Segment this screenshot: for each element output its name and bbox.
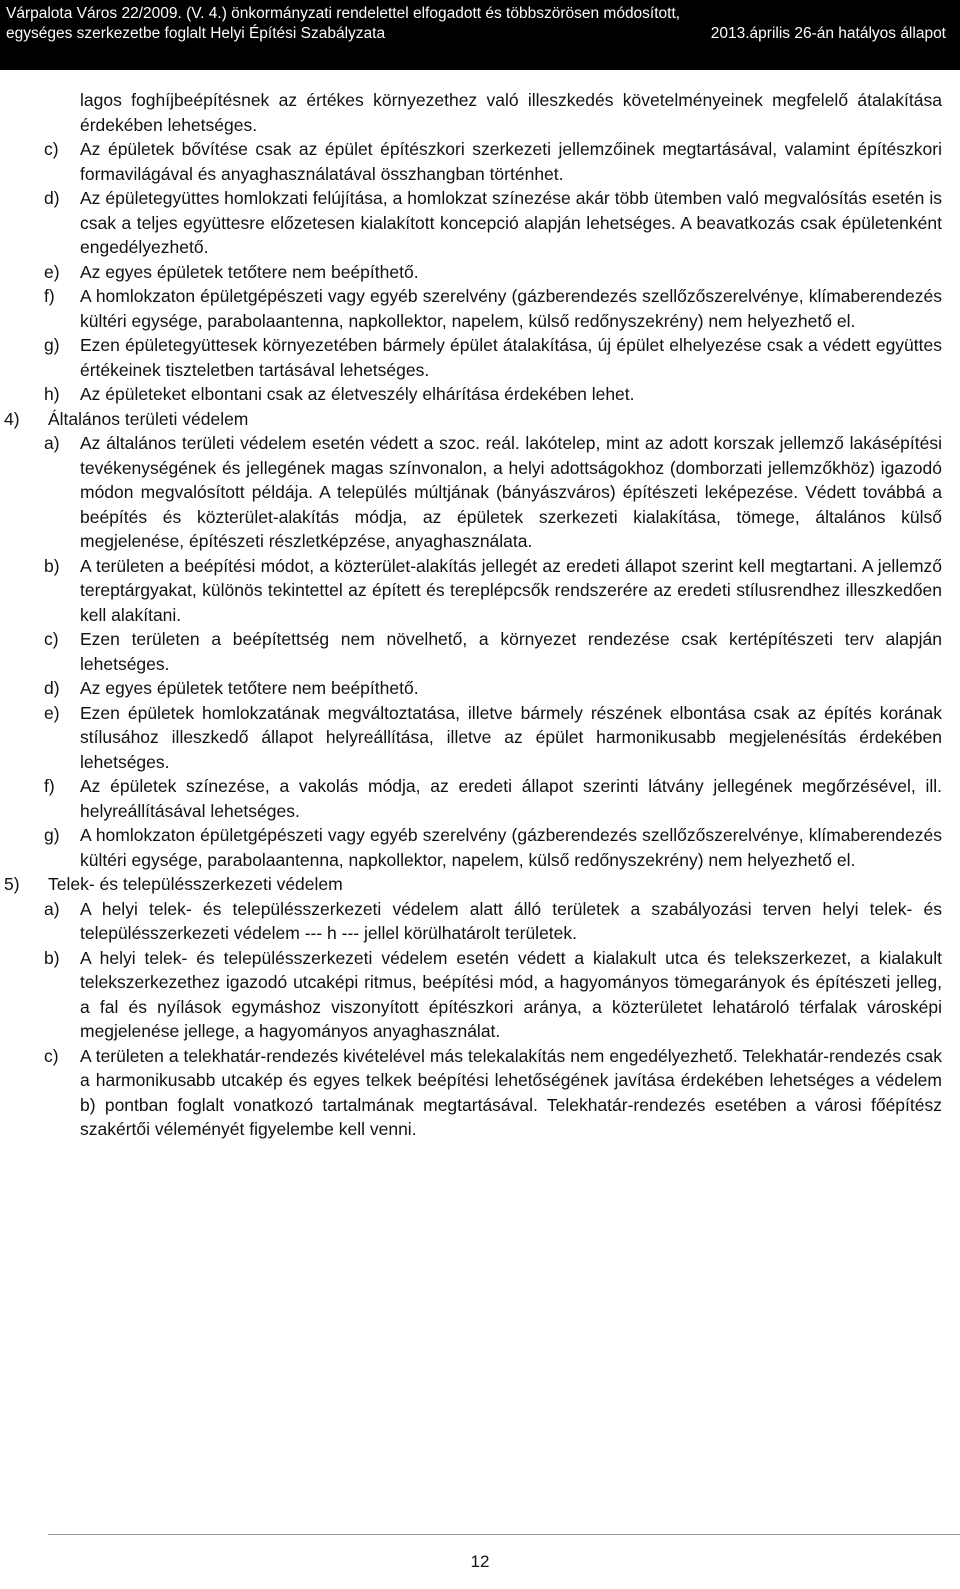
intro-paragraph: lagos foghíjbeépítésnek az értékes környezethez való illeszkedés követelményeinek megfelelő átalakítása érdekében lehetséges. xyxy=(80,90,942,135)
item-marker: g) xyxy=(44,825,60,845)
list-item xyxy=(44,946,942,1044)
item-marker: a) xyxy=(44,898,60,919)
item-text: Az épületegyüttes homlokzati felújítása, a homlokzat színezése akár több ütemben való megvalósítás esetén is csak a teljes együttesre előzetesen kialakított koncepció alapján lehetséges. A beavatkozás csak épületenként engedélyezhető. xyxy=(80,188,942,257)
item-marker: d) xyxy=(44,678,60,698)
list-item xyxy=(44,701,942,775)
list-item xyxy=(44,823,942,872)
item-marker: e) xyxy=(44,702,60,723)
item-marker: h) xyxy=(44,384,60,404)
item-marker: e) xyxy=(44,261,60,282)
page-number: 12 xyxy=(470,1552,490,1571)
item-marker: f) xyxy=(44,776,55,796)
section-heading xyxy=(4,872,942,897)
list-item xyxy=(44,333,942,382)
section-title: Általános területi védelem xyxy=(48,408,249,429)
item-text: A helyi telek- és településszerkezeti védelem esetén védett a kialakult utca és telekszerkezet, a kialakult telekszerkezethez igazodó utcaképi ritmus, beépítési mód, a hagyományos tömegarányok és építészeti jelleg, a fal és nyílások egymáshoz viszonyított építészkori aránya, a közterületet lehatároló térfalak városképi megjelenése jellege, a hagyományos anyaghasználat. xyxy=(80,947,942,1041)
item-text: A helyi telek- és településszerkezeti védelem alatt álló területek a szabályozási terven helyi telek- és településszerkezeti védelem --- h --- jellel körülhatárolt területek. xyxy=(80,898,942,943)
item-text: Az egyes épületek tetőtere nem beépíthető. xyxy=(80,261,419,282)
item-text: A homlokzaton épületgépészeti vagy egyéb szerelvény (gázberendezés szellőzőszerelvénye, klímaberendezés kültéri egysége, parabolaantenna, napkollektor, napelem, külső redőnyszekrény) nem helyezhető el. xyxy=(80,286,942,331)
list-item xyxy=(44,382,942,407)
item-text: Ezen épületek homlokzatának megváltoztatása, illetve bármely részének elbontása csak az építés korának stílusához illeszkedő állapot helyreállítása, illetve az épület harmonikusabb megjelenésítás érdekében lehetséges. xyxy=(80,702,942,772)
section-3-items xyxy=(0,137,960,407)
header-line-1: Várpalota Város 22/2009. (V. 4.) önkormányzati rendelettel elfogadott és többszörösen módosított, xyxy=(6,5,681,22)
section-number: 5) xyxy=(4,874,20,894)
item-marker: c) xyxy=(44,629,59,649)
list-item xyxy=(44,260,942,285)
item-marker: b) xyxy=(44,555,60,576)
list-item xyxy=(44,627,942,676)
list-item xyxy=(44,186,942,260)
item-text: Az általános területi védelem esetén védett a szoc. reál. lakótelep, mint az adott korszak jellemző lakásépítési tevékenységének és jellegének magas színvonalon, a helyi adottságokhoz (domborzati jellemzőkhöz) igazodó módon megvalósított példája. A település múltjának (bányászváros) építészeti leképezése. Védett továbbá a beépítés és közterület-alakítás módja, az épületek szerkezeti kialakítása, tömege, általános külső megjelenése, építészeti részletképzése, anyaghasználata. xyxy=(80,433,942,551)
item-text: A területen a beépítési módot, a közterület-alakítás jellegét az eredeti állapot szerint kell megtartani. A jellemző tereptárgyakat, különös tekintettel az épített és tereplépcsők rendszerére az eredeti stílusrendhez illeszkedően kell alakítani. xyxy=(80,555,942,625)
document-body xyxy=(0,88,960,1142)
section-heading xyxy=(4,407,942,432)
item-text: Az egyes épületek tetőtere nem beépíthető. xyxy=(80,678,419,698)
header-line-2-right: 2013.április 26-án hatályos állapot xyxy=(710,25,946,42)
footer-divider xyxy=(48,1534,960,1535)
section-5-items xyxy=(0,897,960,1142)
document-header xyxy=(0,0,960,70)
list-item xyxy=(44,431,942,554)
item-marker: d) xyxy=(44,188,60,208)
item-marker: f) xyxy=(44,286,55,306)
list-item xyxy=(44,897,942,946)
section-4-items xyxy=(0,431,960,872)
section-title: Telek- és településszerkezeti védelem xyxy=(48,874,343,894)
item-marker: g) xyxy=(44,335,60,355)
item-text: A területen a telekhatár-rendezés kivételével más telekalakítás nem engedélyezhető. Telekhatár-rendezés csak a harmonikusabb utcakép és egyes telkek beépítési lehetőségének javítása érdekében lehetséges a védelem b) pontban foglalt vonatkozó tartalmának megtartásával. Telekhatár-rendezés esetében a városi főépítész szakértői véleményét figyelembe kell venni. xyxy=(80,1045,942,1139)
list-item xyxy=(44,676,942,701)
item-text: Az épületek színezése, a vakolás módja, az eredeti állapot szerinti látvány jellegének megőrzésével, ill. helyreállításával lehetséges. xyxy=(80,776,942,821)
item-text: Ezen területen a beépítettség nem növelhető, a környezet rendezése csak kertépítészeti terv alapján lehetséges. xyxy=(80,629,942,674)
list-item xyxy=(44,774,942,823)
item-text: A homlokzaton épületgépészeti vagy egyéb szerelvény (gázberendezés szellőzőszerelvénye, klímaberendezés kültéri egysége, parabolaantenna, napkollektor, napelem, külső redőnyszekrény) nem helyezhető el. xyxy=(80,825,942,870)
item-marker: b) xyxy=(44,947,60,968)
item-marker: c) xyxy=(44,139,59,159)
section-number: 4) xyxy=(4,408,20,429)
item-text: Ezen épületegyüttesek környezetében bármely épület átalakítása, új épület elhelyezése csak a védett együttes értékeinek tiszteletben tartásával lehetséges. xyxy=(80,335,942,380)
item-text: Az épületeket elbontani csak az életveszély elhárítása érdekében lehet. xyxy=(80,384,635,404)
item-marker: a) xyxy=(44,433,60,453)
header-line-2-left: egységes szerkezetbe foglalt Helyi Építési Szabályzata xyxy=(6,25,386,42)
list-item xyxy=(44,284,942,333)
item-marker: c) xyxy=(44,1045,59,1066)
list-item xyxy=(44,1044,942,1142)
list-item xyxy=(44,554,942,628)
list-item xyxy=(44,137,942,186)
item-text: Az épületek bővítése csak az épület építészkori szerkezeti jellemzőinek megtartásával, valamint építészkori formavilágával és anyaghasználatával összhangban történhet. xyxy=(80,139,942,184)
